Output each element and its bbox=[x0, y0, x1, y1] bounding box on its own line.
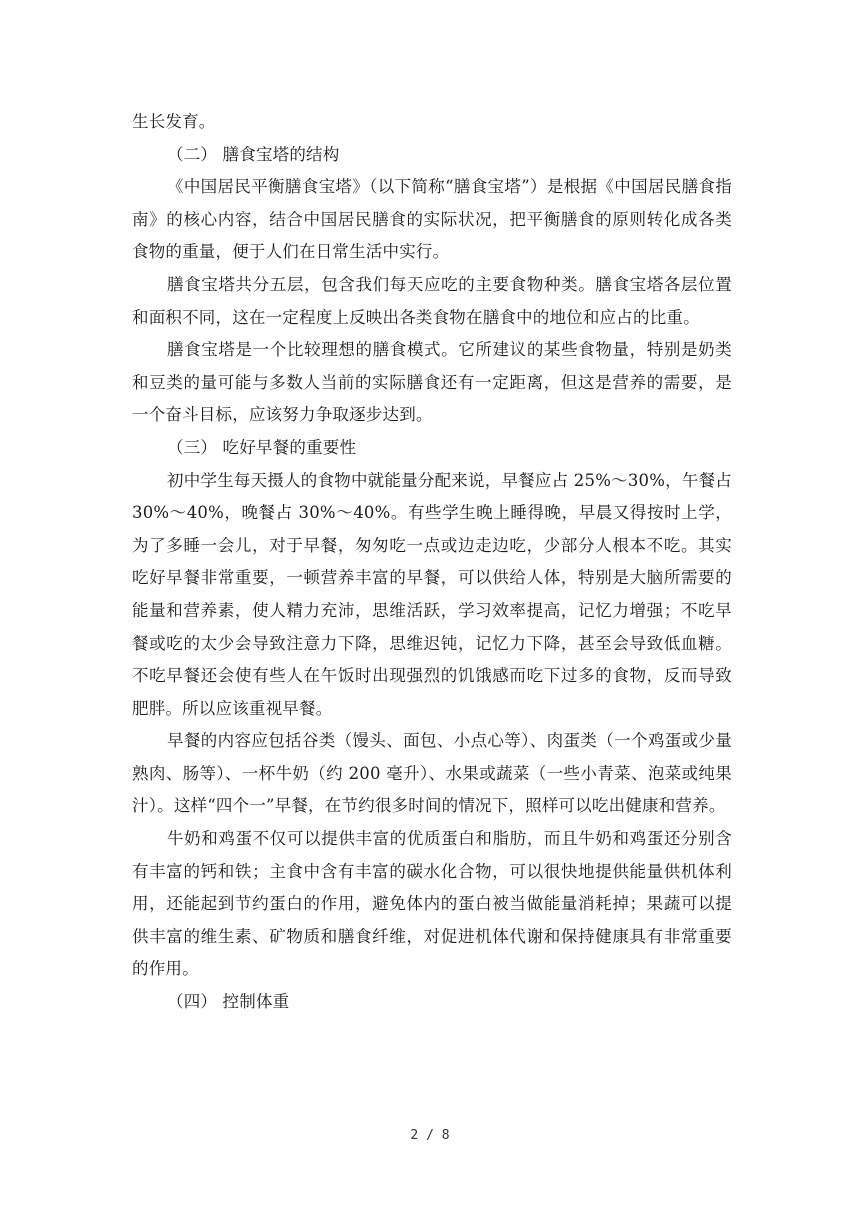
paragraph-breakfast-content: 早餐的内容应包括谷类（馒头、面包、小点心等）、肉蛋类（一个鸡蛋或少量熟肉、肠等）、一杯牛奶（约 200 毫升）、水果或蔬菜（一些小青菜、泡菜或纯果汁）。这样“四个一”早餐，在节约很多时间的情况下，照样可以吃出健康和营养。 bbox=[132, 731, 732, 816]
section-heading-breakfast: （三） 吃好早餐的重要性 bbox=[167, 437, 357, 457]
paragraph-tower-definition: 《中国居民平衡膳食宝塔》（以下简称“膳食宝塔”）是根据《中国居民膳食指南》的核心内容，结合中国居民膳食的实际状况，把平衡膳食的原则转化成各类食物的重量，便于人们在日常生活中实行。 bbox=[132, 177, 732, 262]
paragraph-breakfast-nutrients: 牛奶和鸡蛋不仅可以提供丰富的优质蛋白和脂肪，而且牛奶和鸡蛋还分别含有丰富的钙和铁；主食中含有丰富的碳水化合物，可以很快地提供能量供机体利用，还能起到节约蛋白的作用，避免体内的蛋白被当做能量消耗掉；果蔬可以提供丰富的维生素、矿物质和膳食纤维，对促进机体代谢和保持健康具有非常重要的作用。 bbox=[132, 829, 732, 979]
document-body bbox=[132, 106, 732, 1019]
continuation-text: 生长发育。 bbox=[132, 112, 216, 131]
paragraph-tower-ideal-model: 膳食宝塔是一个比较理想的膳食模式。它所建议的某些食物量，特别是奶类和豆类的量可能与多数人当前的实际膳食还有一定距离，但这是营养的需要，是一个奋斗目标，应该努力争取逐步达到。 bbox=[132, 340, 732, 425]
page-number: 2 / 8 bbox=[410, 1128, 450, 1143]
paragraph-tower-layers: 膳食宝塔共分五层，包含我们每天应吃的主要食物种类。膳食宝塔各层位置和面积不同，这在一定程度上反映出各类食物在膳食中的地位和应占的比重。 bbox=[132, 274, 732, 327]
paragraph-breakfast-importance: 初中学生每天摄人的食物中就能量分配来说，早餐应占 25%～30%，午餐占 30%～40%，晚餐占 30%～40%。有些学生晚上睡得晚，早晨又得按时上学，为了多睡一会儿，对于早餐，匆匆吃一点或边走边吃，少部分人根本不吃。其实吃好早餐非常重要，一顿营养丰富的早餐，可以供给人体，特别是大脑所需要的能量和营养素，使人精力充沛，思维活跃，学习效率提高，记忆力增强；不吃早餐或吃的太少会导致注意力下降，思维迟钝，记忆力下降，甚至会导致低血糖。不吃早餐还会使有些人在午饭时出现强烈的饥饿感而吃下过多的食物，反而导致肥胖。所以应该重视早餐。 bbox=[132, 470, 732, 718]
section-heading-tower-structure: （二） 膳食宝塔的结构 bbox=[167, 144, 340, 164]
section-heading-weight-control: （四） 控制体重 bbox=[167, 992, 290, 1012]
